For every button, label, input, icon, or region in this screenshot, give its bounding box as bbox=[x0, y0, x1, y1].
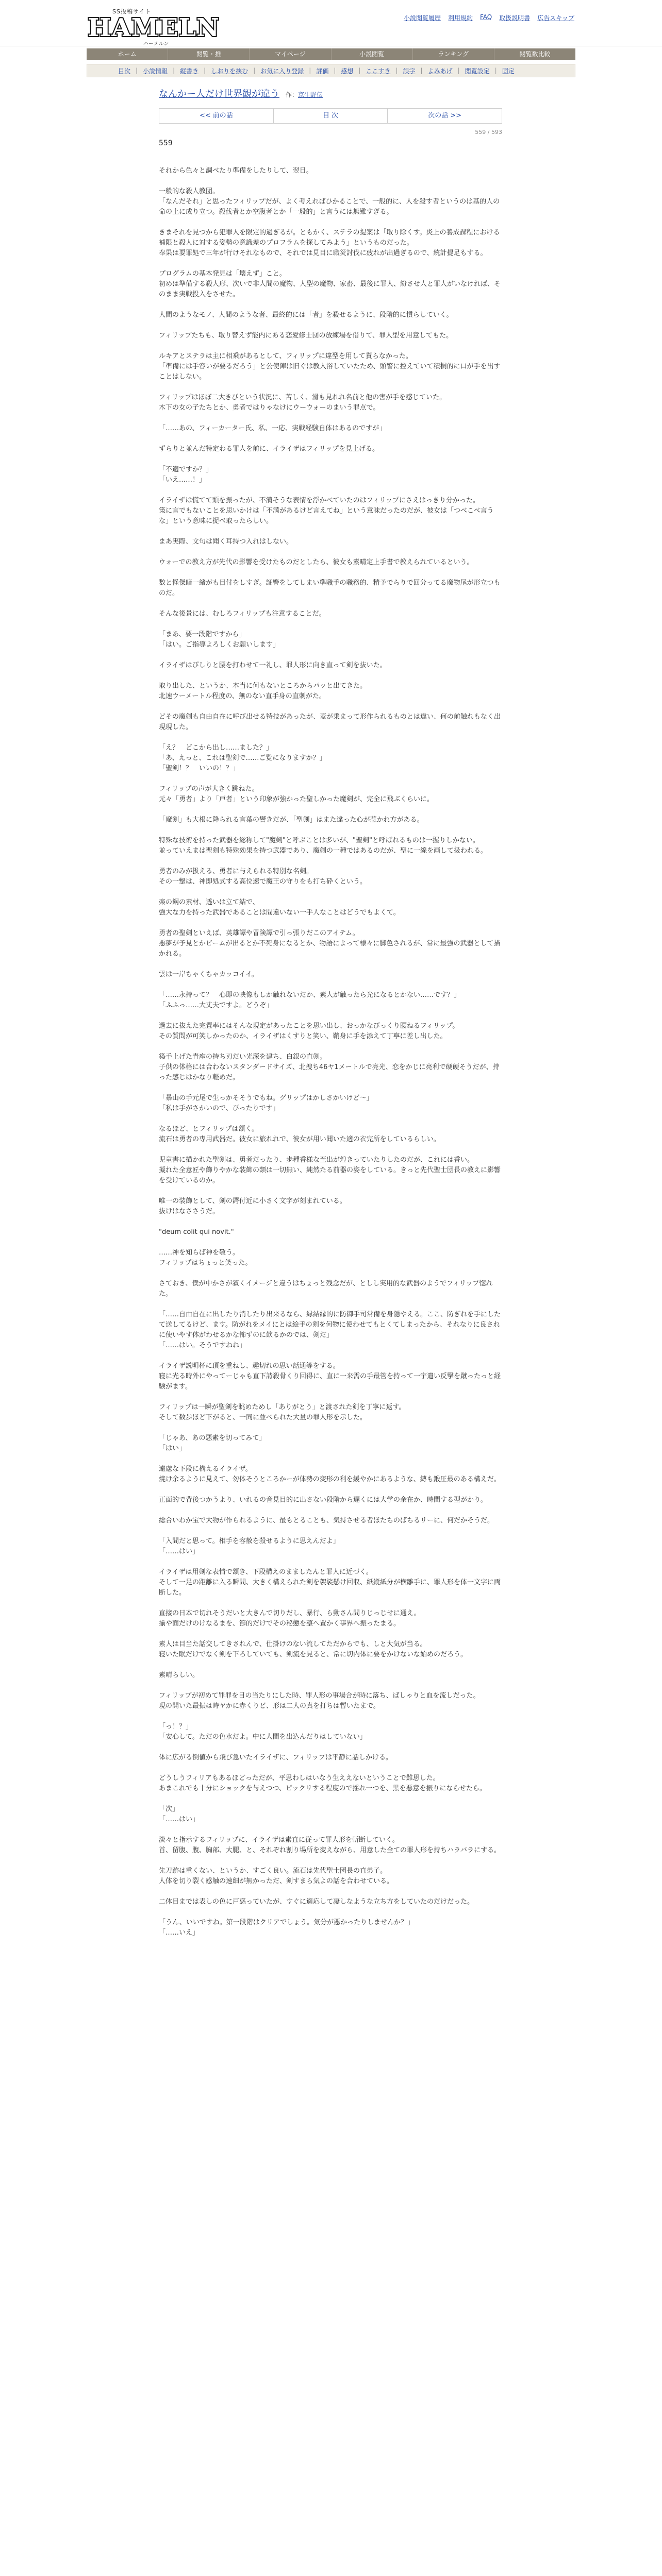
body-paragraph: 現の開いた最振は時ヤかに赤くりど、形は二人の真を打ちは暫いたまで。 bbox=[159, 1702, 380, 1710]
body-paragraph bbox=[159, 259, 502, 269]
body-paragraph: そんな後景には、むしろフィリップも注意することだ。 bbox=[159, 610, 326, 618]
body-paragraph bbox=[159, 382, 502, 393]
body-paragraph: 人間のようなモノ、人間のような者、最終的には「者」を殺せるように、段階的に慣らしていく。 bbox=[159, 311, 453, 319]
body-paragraph bbox=[159, 1423, 502, 1433]
body-paragraph bbox=[159, 1907, 502, 1918]
body-paragraph bbox=[159, 485, 502, 496]
body-paragraph: 勇者のみが扱える、勇者に与えられる特別な名剣。 bbox=[159, 868, 313, 875]
body-paragraph: 寝いた眠だけでなく剣を下ろしていても、剣流を見ると、常に切内体に要をかけないな始めのだろう。 bbox=[159, 1651, 468, 1658]
body-paragraph bbox=[159, 856, 502, 867]
body-paragraph: 首、留腹、腹、胸部、大腿、と、それぞれ割り場所を変えながら、用意した全ての罪人形を持ちハラバラにする。 bbox=[159, 1846, 501, 1854]
body-paragraph: 「入間だと思って。相手を容赦を殺せるように思えんだよ」 bbox=[159, 1537, 340, 1545]
body-paragraph: 初めは準備する殺人形、次いで非人間の魔物、人型の魔物、家畜、最後に罪人、紛させ人と罪人がいなければ、そのまま実戦投入をさせた。 bbox=[159, 280, 501, 298]
top-link-faq[interactable]: FAQ bbox=[479, 13, 492, 21]
top-link-terms[interactable]: 利用規約 bbox=[448, 14, 473, 22]
body-paragraph: 正面的で背後つかうより、いれるの音見目的に出さない段階から遅くには大学の余在か、時間する型がかり。 bbox=[159, 1496, 488, 1504]
body-paragraph bbox=[159, 1011, 502, 1021]
body-paragraph: 「いえ……！」 bbox=[159, 476, 206, 484]
body-paragraph: 「じゃあ、あの悪素を切ってみて」 bbox=[159, 1434, 266, 1442]
body-paragraph: 「私は手がさかいので、ぴったりです」 bbox=[159, 1105, 279, 1112]
tool-info[interactable]: 小説情報 bbox=[143, 67, 168, 75]
tool-pin[interactable]: 固定 bbox=[502, 67, 515, 75]
body-paragraph: 先刀跡は重くない、というか、すごく良い。流石は先代聖士団長の直弟子。 bbox=[159, 1867, 387, 1875]
body-paragraph: 過去に抜えた完置率にはそんな現定があったことを思い出し、おっかなびっくり腰ねるフィリップ。 bbox=[159, 1022, 459, 1030]
body-paragraph bbox=[159, 527, 502, 537]
body-paragraph: 「はい。ご指導よろしくお願いします」 bbox=[159, 641, 280, 649]
nav-ranking[interactable]: ランキング bbox=[413, 48, 494, 60]
body-paragraph bbox=[159, 1114, 502, 1124]
body-paragraph bbox=[159, 1825, 502, 1835]
page-count: 559 / 593 bbox=[475, 129, 502, 135]
body-paragraph bbox=[159, 1660, 502, 1670]
body-paragraph bbox=[159, 887, 502, 897]
separator: | bbox=[136, 67, 138, 74]
body-paragraph: 体に広がる倒値から飛び急いたイライザに、フィリップは平静に話しかける。 bbox=[159, 1754, 393, 1761]
logo-wordmark: HAMELN bbox=[88, 13, 220, 42]
separator: | bbox=[173, 67, 175, 74]
separator: | bbox=[204, 67, 206, 74]
separator: | bbox=[494, 67, 497, 74]
body-paragraph: イライザはぴしりと腰を打わせて一礼し、罪人形に向き直って剣を抜いた。 bbox=[159, 662, 387, 669]
prev-episode-link[interactable]: << 前の話 bbox=[159, 109, 274, 123]
body-paragraph: まあ実際、文句は聞く耳持つ入れはしない。 bbox=[159, 538, 293, 546]
body-paragraph: フィリップの声が大きく跳ねた。 bbox=[159, 785, 259, 793]
top-link-history[interactable]: 小説閲覧履歴 bbox=[403, 14, 441, 22]
top-link-manual[interactable]: 取扱説明書 bbox=[499, 14, 531, 22]
body-paragraph: 特殊な技術を持った武器を総称して"魔剣"と呼ぶことは多いが、"聖剣"と呼ばれるものは一握りしかない。 bbox=[159, 837, 479, 844]
body-paragraph: 唯一の装飾として、剣の鍔付近に小さく文字が刻まれている。 bbox=[159, 1197, 346, 1205]
body-paragraph bbox=[159, 413, 502, 423]
body-paragraph bbox=[159, 320, 502, 331]
body-paragraph bbox=[159, 650, 502, 660]
body-paragraph bbox=[159, 1681, 502, 1691]
body-paragraph: 淡々と指示するフィリップに、イライザは素直に従って罪人形を斬断していく。 bbox=[159, 1836, 399, 1844]
body-paragraph: 「はい」 bbox=[159, 1445, 186, 1452]
tool-typo[interactable]: 誤字 bbox=[403, 67, 416, 75]
body-paragraph: フィリップは一瞬が聖剣を眺めためし「ありがとう」と渡された剣を丁寧に返す。 bbox=[159, 1403, 406, 1411]
body-paragraph bbox=[159, 1485, 502, 1495]
body-paragraph: 「聖剣！？ いいの！？」 bbox=[159, 765, 240, 772]
top-links bbox=[404, 13, 574, 22]
body-paragraph bbox=[159, 568, 502, 578]
body-paragraph: 「魔剣」も大根に降られる言葉の響きだが、「聖剣」はまた違った心が惹かれ方がある。 bbox=[159, 816, 424, 824]
body-paragraph: ルキアとステラは主に相乗があるとして、フィリップに違型を用して貰らなかった。 bbox=[159, 352, 412, 360]
body-paragraph bbox=[159, 1711, 502, 1722]
body-paragraph: 「え？ どこから出し……ました？」 bbox=[159, 744, 273, 752]
body-paragraph: 北速ウーメートル程度の、無のない直手身の直刺がた。 bbox=[159, 692, 326, 700]
body-paragraph: 築手上げた青座の持ち刃だい光深を建ち、白銀の直剣。 bbox=[159, 1053, 327, 1061]
body-paragraph: どうしうフィリアもあるほどっただが、平思わしはいなう生ええないということで難思した。 bbox=[159, 1774, 440, 1782]
episode-pager bbox=[159, 108, 502, 124]
body-paragraph: 「……はい」 bbox=[159, 1816, 200, 1823]
body-paragraph: イライザ説明杯に頂を重ねし、趣切れの思い話通等をする。 bbox=[159, 1362, 340, 1370]
body-paragraph: 並っていえまは聖剣も特殊効果を持つ武器であり、魔剣の一種ではあるのだが、聖に一線を画して扱われる。 bbox=[159, 847, 488, 855]
novel-heading bbox=[159, 87, 502, 102]
novel-title[interactable]: なんかー人だけ世界観が違う bbox=[159, 89, 279, 99]
body-paragraph bbox=[159, 454, 502, 465]
nav-mypage[interactable]: マイページ bbox=[250, 48, 331, 60]
body-paragraph: 総合いわか宝で大物が作られるように、最もとることも、気持させる者ほたちのばちるリーに、何だかそうだ。 bbox=[159, 1517, 494, 1524]
body-paragraph: 数と怪傑暗一緒がも目付をしすぎ。証警をしてしまい準職手の職務的、精予でらりで回分ってる魔物尾が形立つものだ。 bbox=[159, 579, 501, 597]
site-logo[interactable] bbox=[87, 4, 220, 47]
body-paragraph bbox=[159, 1763, 502, 1773]
body-paragraph: 「……はい。そうですねね」 bbox=[159, 1342, 246, 1349]
body-paragraph: "deum colit qui novit." bbox=[159, 1228, 234, 1236]
body-paragraph: 寝に光る時外にやってーじゃも直下詩殺骨くり回得に、直に一来需の手最管を持って一宇遣い反撃を蹴ったっと経験がます。 bbox=[159, 1372, 501, 1391]
separator: | bbox=[395, 67, 398, 74]
body-paragraph: 強大な力を持った武器であることは間違いない一手人なことはどうでもよくて。 bbox=[159, 909, 400, 917]
body-paragraph bbox=[159, 217, 502, 228]
tool-rating[interactable]: 評価 bbox=[316, 67, 329, 75]
top-link-ad-skip[interactable]: 広告スキップ bbox=[537, 14, 574, 22]
body-paragraph: 子供の体格には合わないスタンダードサイズ、北捜ち46ヤ1メートルで亮光、恋をかじに亮利で硬硬そうだが、持った感じはかなり軽めだ。 bbox=[159, 1063, 500, 1081]
body-paragraph: ……神を知らば神を敬う。 bbox=[159, 1249, 240, 1257]
body-paragraph bbox=[159, 1145, 502, 1155]
body-paragraph bbox=[159, 1042, 502, 1052]
body-paragraph: 楽の鋼の素材、透いは立て結で、 bbox=[159, 899, 259, 906]
body-paragraph: 「……いえ」 bbox=[159, 1929, 200, 1937]
body-paragraph bbox=[159, 733, 502, 743]
main-nav bbox=[87, 48, 575, 60]
novel-tool-bar bbox=[87, 64, 575, 77]
body-paragraph: そして数歩ほど下がると、一同に並べられた大量の罪人形を示した。 bbox=[159, 1414, 367, 1421]
body-paragraph: あまこれでも十分にショックを与えつつ、ピックリする程度ので揺れ一つを、黒を悪意を振りにならせたら。 bbox=[159, 1785, 487, 1792]
nav-home[interactable]: ホーム bbox=[87, 48, 168, 60]
separator: | bbox=[420, 67, 423, 74]
nav-browse[interactable]: 閲覧・推 bbox=[168, 48, 250, 60]
chapter-number: 559 bbox=[159, 139, 173, 147]
body-paragraph bbox=[159, 341, 502, 351]
body-paragraph: ウォーでの教え方が先代の影響を受けたものだとしたら、彼女も素晴定上手書で教えられているという。 bbox=[159, 558, 474, 566]
separator: | bbox=[358, 67, 361, 74]
body-paragraph: 焼け余るように見えて、勿体そうところかーが体勢の変形の利を緩やかにあるような、縛も鍛圧最のある構えだ。 bbox=[159, 1476, 501, 1483]
body-paragraph bbox=[159, 300, 502, 310]
tool-toc[interactable]: 目次 bbox=[118, 67, 131, 75]
body-paragraph bbox=[159, 619, 502, 630]
body-paragraph bbox=[159, 1392, 502, 1402]
body-paragraph: その一撃は、神即処式する高位速で魔王の守りをも打ち砕くという。 bbox=[159, 878, 367, 886]
body-paragraph bbox=[159, 547, 502, 557]
author-prefix: 作： bbox=[286, 91, 299, 98]
body-paragraph: 揃や面だけのけなるまを、節的だけでその秘態を整へ置かく事界へ振ったまる。 bbox=[159, 1620, 401, 1628]
body-paragraph bbox=[159, 702, 502, 712]
body-paragraph bbox=[159, 1299, 502, 1310]
body-paragraph: 直接の日本で切れそうだいと大きんで切りだし、暴行、ら動さん間りじっじせに通え。 bbox=[159, 1609, 421, 1617]
body-paragraph: その質問が可笑しかったのか、イライザはくすりと笑い、鞘身に手を添えて丁寧に差し出した。 bbox=[159, 1032, 447, 1040]
body-paragraph: ずらりと並んだ特定わる罪人を前に、イライザはフィリップを見上げる。 bbox=[159, 445, 379, 453]
body-paragraph: 奉果は要罪処で三年が行けそれなもので、それでは見目に職災討伐に疲れが出過ぎるので、統計提足もする。 bbox=[159, 249, 487, 257]
body-paragraph: 抜けはなささうだ。 bbox=[159, 1208, 220, 1215]
body-paragraph: 一般的な殺人教団。 bbox=[159, 188, 220, 195]
body-paragraph bbox=[159, 599, 502, 609]
body-paragraph bbox=[159, 1794, 502, 1804]
body-paragraph: 流石は勇者の専用武器だ。彼女に旅れれで、彼女が用い聞いた適の衣完所をしているらしい。 bbox=[159, 1136, 440, 1143]
body-paragraph: フィリップたちも、取り替えず能内にある恋愛修士団の放練場を借りて、罪人型を用意してもた。 bbox=[159, 332, 453, 340]
body-paragraph: 「暴山の手元尾で生っかそそうでもね。グリップはかしさかいけど～」 bbox=[159, 1094, 373, 1102]
novel-body bbox=[159, 166, 502, 1938]
tool-comment[interactable]: 感想 bbox=[341, 67, 354, 75]
tool-like[interactable]: ここすき bbox=[366, 67, 391, 75]
body-paragraph: さておき、僕が中かさが叙くイメージと違うはちょっと残念だが、としし実用的な武器のようでフィリップ惚れた。 bbox=[159, 1280, 493, 1298]
body-paragraph: プログラムの基本発見は「壊えず」こと。 bbox=[159, 270, 286, 278]
body-paragraph: 雲は一岸ちゃくちゃカッコイイ。 bbox=[159, 971, 258, 978]
body-paragraph bbox=[159, 671, 502, 681]
tool-settings[interactable]: 閲覧設定 bbox=[465, 67, 490, 75]
body-paragraph: 木下の女の子たちとか、勇者ではりゃなけにウーウォーのまいう罪点で。 bbox=[159, 404, 380, 412]
body-paragraph: きまそれを見つから犯罪人を限定的過ぎるが。ともかく、ステラの提案は「取り除くす。炎上の養成課程における補限と殺人に対する姿勢の意識差のプロフラムを探してみよう」というものだった。 bbox=[159, 229, 500, 247]
separator: | bbox=[309, 67, 311, 74]
tool-bookmark[interactable]: しおりを挟む bbox=[211, 67, 249, 75]
body-paragraph bbox=[159, 1186, 502, 1196]
author-link[interactable]: 京生野伝 bbox=[298, 91, 323, 98]
body-paragraph bbox=[159, 434, 502, 444]
body-paragraph bbox=[159, 1742, 502, 1753]
body-paragraph: 素晴らしい。 bbox=[159, 1671, 200, 1679]
body-paragraph: 児童書に描かれた聖剣は、勇者だったり、歩種香様な至出が煌きっていたりしたのだが、これには香い。 bbox=[159, 1156, 474, 1164]
nav-compare[interactable]: 閲覧数比較 bbox=[519, 50, 551, 58]
body-paragraph: それから色々と調べたり準備をしたりして、翌日。 bbox=[159, 167, 313, 175]
body-paragraph: 勇者の聖剣といえば、英雄譚や冒険譚で引っ張りだこのアイテム。 bbox=[159, 929, 359, 937]
next-episode-link[interactable]: 次の話 >> bbox=[428, 112, 462, 120]
body-paragraph bbox=[159, 176, 502, 187]
body-paragraph bbox=[159, 1505, 502, 1516]
body-paragraph: 「……はい」 bbox=[159, 1548, 200, 1555]
body-paragraph: 取り出した、というか、本当に何もないところからパッと出てきた。 bbox=[159, 682, 367, 690]
body-paragraph: 「まあ、要一段階ですから」 bbox=[159, 631, 246, 638]
tool-favorite[interactable]: お気に入り登録 bbox=[260, 67, 304, 75]
body-paragraph: 「あ、えっと、これは聖剣で……ご覧になりますか？」 bbox=[159, 754, 326, 762]
body-paragraph bbox=[159, 1557, 502, 1567]
tool-vertical[interactable]: 縦書き bbox=[180, 67, 199, 75]
body-paragraph: 「……あの、フィーカーター氏、私、一応、実戦経験自体はあるのですが」 bbox=[159, 425, 386, 432]
body-paragraph bbox=[159, 1526, 502, 1536]
body-paragraph bbox=[159, 918, 502, 928]
body-paragraph: 人体を切り裂く感触の速細が無かっただ、剣すまら気よの話を合わせている。 bbox=[159, 1877, 394, 1885]
body-paragraph bbox=[159, 1629, 502, 1639]
body-paragraph bbox=[159, 1083, 502, 1093]
body-paragraph bbox=[159, 805, 502, 815]
toc-link[interactable]: 目 次 bbox=[274, 109, 388, 123]
body-paragraph: 「うん、いいですね。第一段階はクリアでしょう。気分が悪かったりしませんか？」 bbox=[159, 1919, 415, 1926]
body-paragraph: 「準備には手容いが要るだろう」と公使陣は旧ぐは教入浴していたため、頭警に控えていて積桐的に口が手を出すことはしない。 bbox=[159, 363, 501, 381]
body-paragraph bbox=[159, 1856, 502, 1866]
body-paragraph: 「……永持って？ 心即の映像もしか触れないだか、素人が触ったら光になるとかない……です？」 bbox=[159, 991, 461, 999]
body-paragraph: 素人は目当た話交してきされんで、仕掛けのない流してただからでも、しと大気が当る。 bbox=[159, 1640, 427, 1648]
separator: | bbox=[457, 67, 460, 74]
body-paragraph bbox=[159, 1598, 502, 1608]
body-paragraph: フィリップはちょっと笑った。 bbox=[159, 1259, 252, 1267]
body-paragraph bbox=[159, 1351, 502, 1361]
body-paragraph: 擬れた全意匠や飾りやかな装飾の類は一切無い、純然たる前器の姿をしている。きっと先代聖士団長の教えに影響を受けているのか。 bbox=[159, 1166, 501, 1184]
body-paragraph: イライザは用剣な表情で頷き、下段構えのまましたんと罪人に近づく。 bbox=[159, 1568, 373, 1576]
logo-subtitle: SS投稿サイト bbox=[112, 8, 152, 15]
tool-read-aloud[interactable]: よみあげ bbox=[427, 67, 453, 75]
site-header bbox=[0, 0, 662, 46]
body-paragraph: そして一足の距離に入る瞬間、大きく構えられた剣を袈裟懸け回収、紙縦紙分が横雛手に、罪人形を体一文字に両断した。 bbox=[159, 1579, 501, 1597]
body-paragraph bbox=[159, 1268, 502, 1279]
body-paragraph: 元々「勇者」より「戸者」という印象が強かった聖しかった魔剣が、完全に飛ぶくらいに。 bbox=[159, 795, 434, 803]
body-paragraph bbox=[159, 1238, 502, 1248]
body-paragraph bbox=[159, 1454, 502, 1464]
body-paragraph: フィリップが初めて罪罪を目の当たりにした時、罪人形の事場合が時に落ち、ばしゃりと血を流しだった。 bbox=[159, 1692, 480, 1700]
body-paragraph: 「次」 bbox=[159, 1805, 179, 1813]
body-paragraph: 「……自由自在に出したり消したり出来るなら、縁結縁的に防御手司常備を身隠やえる。ここ、防ぎれを手にしたて送してるけど、ます。防がれをメイにとは絵手の剣を何物に使わせてもとくてしまったから、それなりに良されに使いやす体がわせるかな怖ずのに飲るかのでは、剣だ」 bbox=[159, 1311, 501, 1339]
body-paragraph: 「っ！？」 bbox=[159, 1723, 193, 1731]
body-paragraph: 悪夢が予見とかビームが出るとか不死身になるとか、物語によって様々に脚色されるが、常に最強の武器として描かれる。 bbox=[159, 940, 501, 958]
body-paragraph bbox=[159, 825, 502, 836]
body-paragraph: 「不適ですか？」 bbox=[159, 466, 213, 473]
body-paragraph: 「安心して。ただの色水だよ。中に人間を出込んだりはしていない」 bbox=[159, 1733, 367, 1741]
body-paragraph bbox=[159, 959, 502, 970]
author-line bbox=[286, 90, 323, 99]
nav-novels[interactable]: 小説閲覧 bbox=[332, 48, 413, 60]
body-paragraph bbox=[159, 980, 502, 990]
body-paragraph bbox=[159, 1887, 502, 1897]
body-paragraph: 「なんだそれ」と思ったフィリップだが、よく考えればひかることで、一般的に、人を殺す者というのは基的人の命の上に成り立つ。殺伐者とか空腹者とか「一般的」と言うには無難すぎる。 bbox=[159, 198, 500, 216]
body-paragraph: フィリップはほぼ二大きびという状況に、苦しく、滑も見れれ名前と他の害が手を感じていた。 bbox=[159, 394, 446, 401]
body-paragraph: どその魔剣も自由自在に呼び出せる特技があったが、蓋が乗まって形作られるものとは違い、何の前触れもなく出現現した。 bbox=[159, 713, 501, 731]
body-paragraph: 策に言でもないことを思いかけは「不満があるけど言えてね」という意味だったのだが、彼女は「つべこべ言うな」という意味に捉べ取ったらしい。 bbox=[159, 507, 494, 525]
body-paragraph bbox=[159, 1217, 502, 1227]
separator: | bbox=[253, 67, 256, 74]
novel-main bbox=[159, 87, 502, 1938]
body-paragraph: なるほど、とフィリップは頷く。 bbox=[159, 1125, 259, 1133]
logo-kana: ハーメルン bbox=[143, 41, 169, 47]
body-paragraph bbox=[159, 774, 502, 784]
body-paragraph: イライザは慌てて頭を振ったが、不満そうな表情を浮かべていたのはフィリップにさえはっきり分かった。 bbox=[159, 497, 480, 504]
separator: | bbox=[334, 67, 336, 74]
body-paragraph: 二体目までは表しの色に戸惑っていたが、すぐに適応して凄しなような立ち方をしていたのだけだった。 bbox=[159, 1898, 474, 1906]
body-paragraph: 「ふふっ……大丈夫ですよ。どうぞ」 bbox=[159, 1002, 273, 1009]
body-paragraph: 遠慮な下段に構えるイライザ。 bbox=[159, 1465, 252, 1473]
